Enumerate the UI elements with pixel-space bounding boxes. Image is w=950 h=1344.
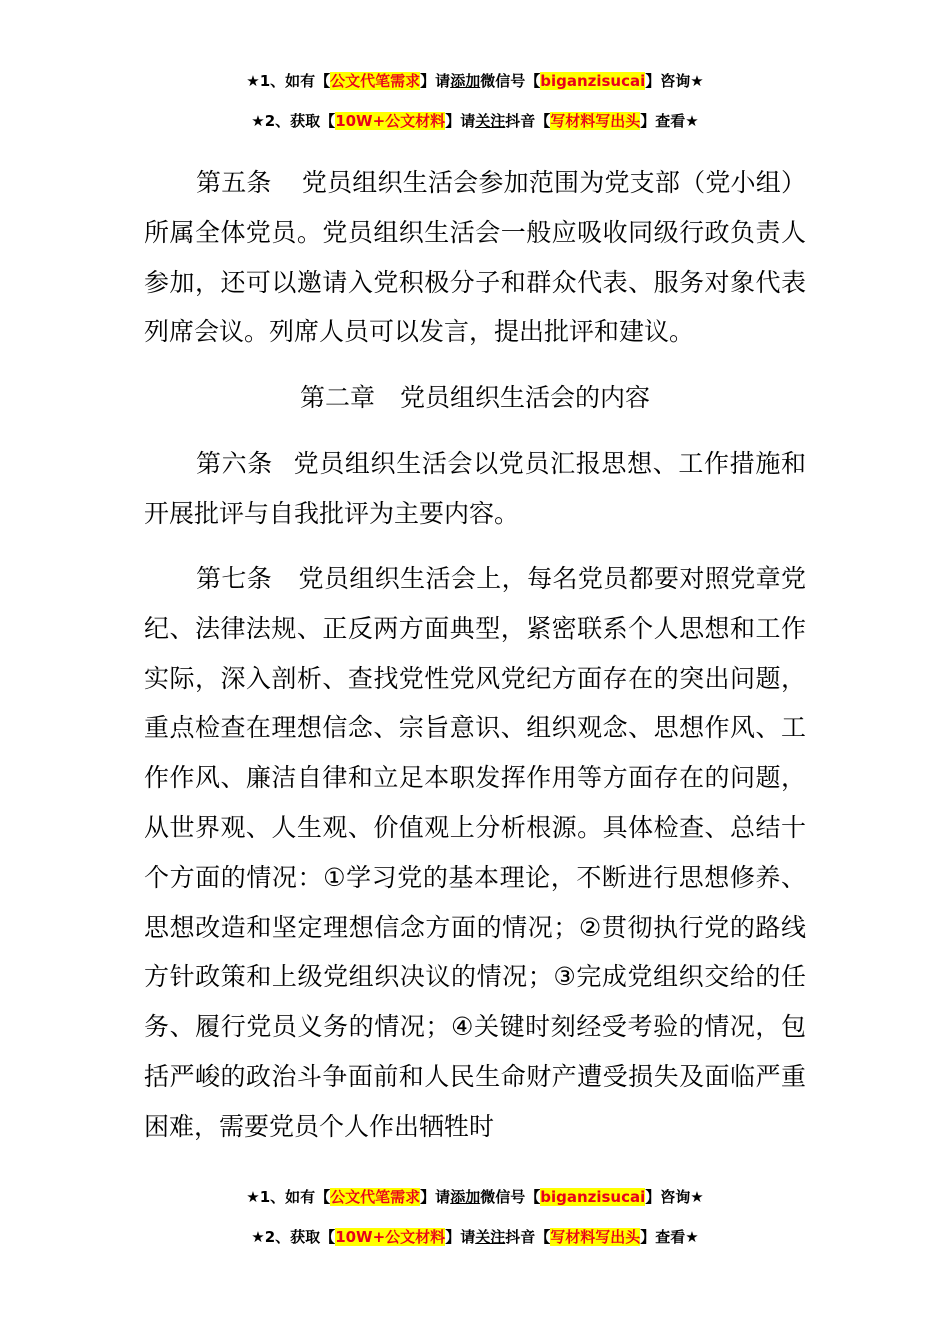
ad-text: 】请 [420, 1188, 451, 1206]
article-7-label: 第七条 [196, 564, 273, 593]
footer-ad-line-1 [0, 1185, 950, 1209]
article-7-text: 党员组织生活会上，每名党员都要对照党章党纪、法律法规、正反两方面典型，紧密联系个人思想和工作实际，深入剖析、查找党性党风党纪方面存在的突出问题，重点检查在理想信念、宗旨意识、组织观念、思想作风、工作作风、廉洁自律和立足本职发挥作用等方面存在的问题，从世界观、人生观、价值观上分析根源。具体检查、总结十个方面的情况：①学习党的基本理论，不断进行思想修养、思想改造和坚定理想信念方面的情况；②贯彻执行党的路线方针政策和上级党组织决议的情况；③完成党组织交给的任务、履行党员义务的情况；④关键时刻经受考验的情况，包括严峻的政治斗争面前和人民生命财产遭受损失及面临严重困难，需要党员个人作出牺牲时 [144, 564, 806, 1141]
ad-highlight-wechat: biganzisucai [540, 72, 646, 90]
ad-highlight-douyin: 写材料写出头 [550, 1228, 641, 1246]
header-ad-line-2 [0, 109, 950, 133]
header-ad-line-1 [0, 69, 950, 93]
article-6-label: 第六条 [196, 449, 273, 478]
ad-text: 】查看★ [640, 1228, 699, 1246]
article-6-paragraph [144, 439, 806, 539]
ad-highlight-douyin: 写材料写出头 [550, 112, 641, 130]
ad-text: ★2、获取【 [251, 1228, 336, 1246]
ad-text: 】查看★ [640, 112, 699, 130]
ad-text: 】请 [420, 72, 451, 90]
ad-highlight: 公文代笔需求 [330, 72, 421, 90]
ad-text: 抖音【 [505, 112, 551, 130]
ad-text: ★1、如有【 [246, 1188, 331, 1206]
ad-text: 】请 [445, 1228, 476, 1246]
ad-highlight: 10W+公文材料 [335, 112, 446, 130]
article-6-text: 党员组织生活会以党员汇报思想、工作措施和开展批评与自我批评为主要内容。 [144, 449, 806, 528]
ad-text: 抖音【 [505, 1228, 551, 1246]
ad-underline: 添加 [450, 1188, 481, 1206]
ad-underline: 关注 [475, 1228, 506, 1246]
article-5-paragraph [144, 158, 806, 357]
ad-highlight-wechat: biganzisucai [540, 1188, 646, 1206]
ad-highlight: 公文代笔需求 [330, 1188, 421, 1206]
footer-ad-line-2 [0, 1225, 950, 1249]
ad-underline: 关注 [475, 112, 506, 130]
ad-text: 微信号【 [480, 72, 541, 90]
chapter-2-heading: 第二章 党员组织生活会的内容 [299, 383, 650, 412]
ad-highlight: 10W+公文材料 [335, 1228, 446, 1246]
ad-text: 】咨询★ [645, 72, 704, 90]
article-5-text: 党员组织生活会参加范围为党支部（党小组）所属全体党员。党员组织生活会一般应吸收同级行政负责人参加，还可以邀请入党积极分子和群众代表、服务对象代表列席会议。列席人员可以发言，提出批评和建议。 [144, 168, 806, 347]
article-5-label: 第五条 [196, 168, 272, 197]
ad-text: ★1、如有【 [246, 72, 331, 90]
ad-text: 微信号【 [480, 1188, 541, 1206]
ad-text: 】请 [445, 112, 476, 130]
article-7-paragraph [144, 554, 806, 1152]
ad-text: ★2、获取【 [251, 112, 336, 130]
ad-underline: 添加 [450, 72, 481, 90]
ad-text: 】咨询★ [645, 1188, 704, 1206]
